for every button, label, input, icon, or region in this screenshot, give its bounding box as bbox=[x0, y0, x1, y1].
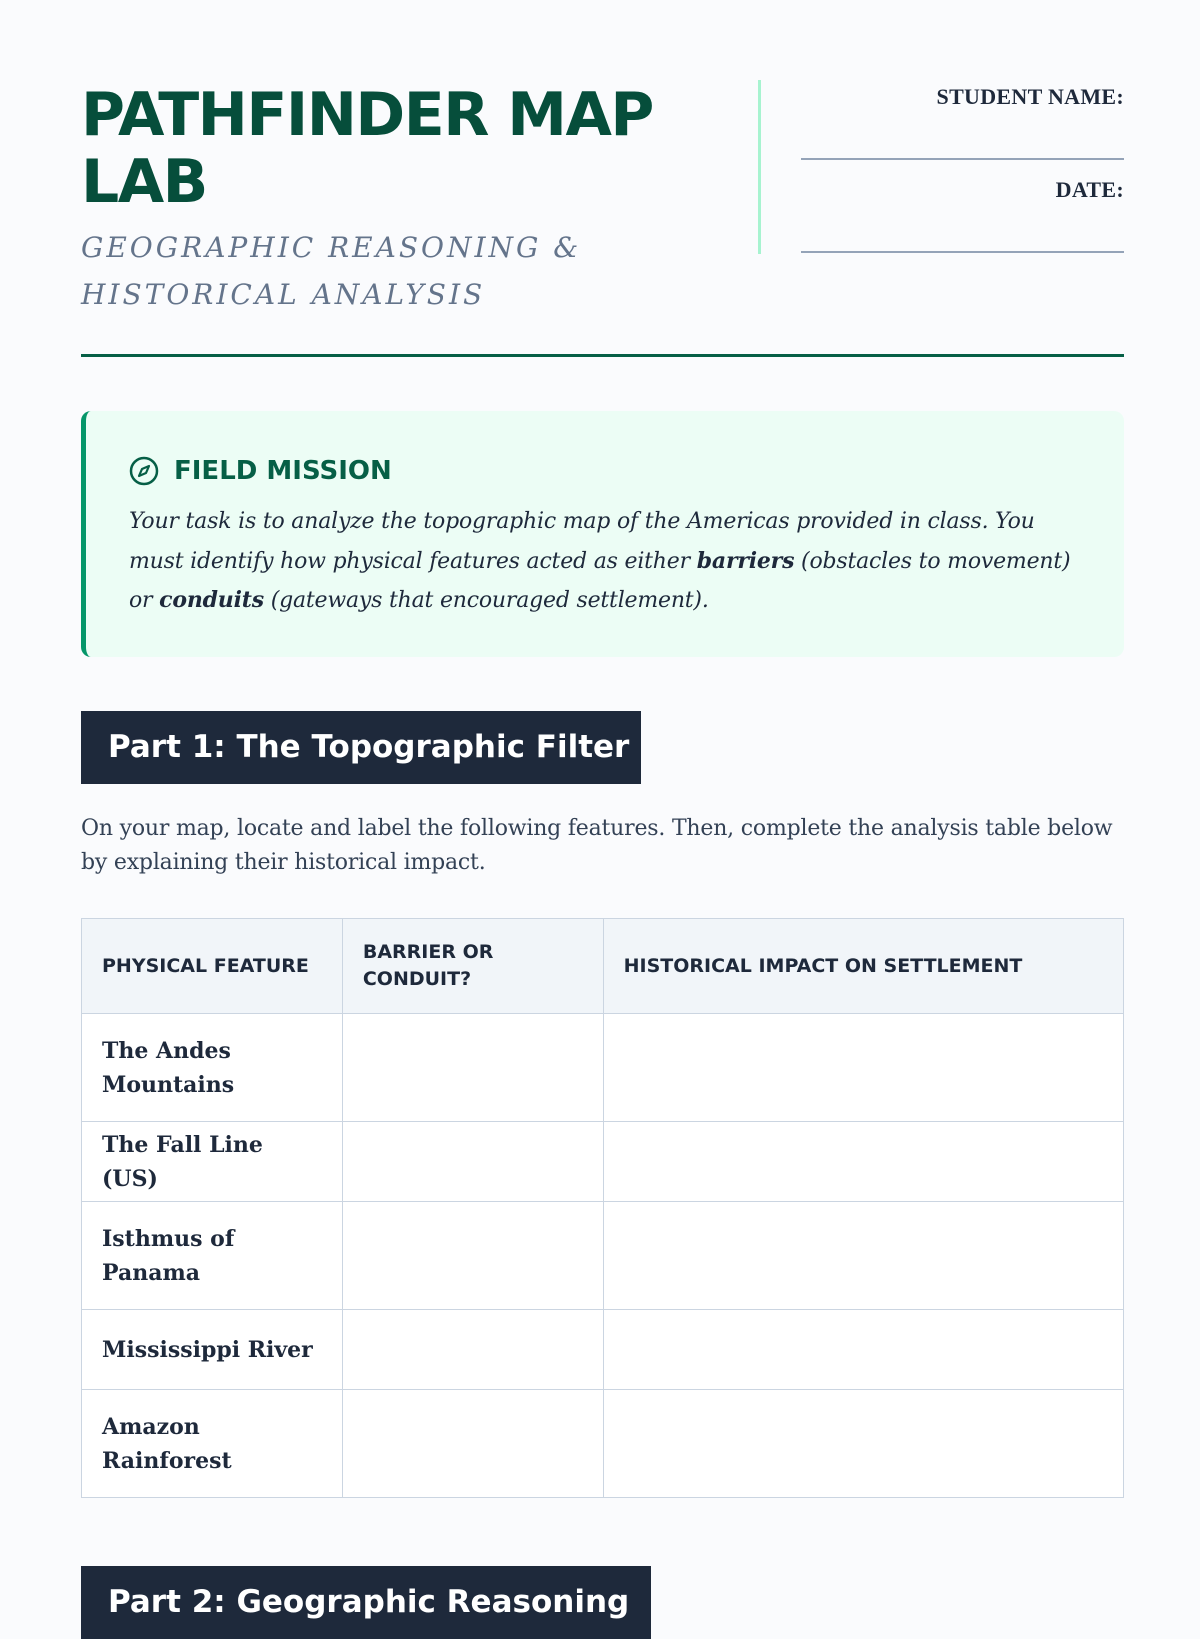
impact-cell[interactable] bbox=[603, 1390, 1123, 1498]
barrier-conduit-cell[interactable] bbox=[342, 1202, 603, 1310]
part2-heading: Part 2: Geographic Reasoning bbox=[81, 1566, 651, 1639]
analysis-table bbox=[81, 918, 1124, 1498]
column-header-feature: PHYSICAL FEATURE bbox=[82, 919, 343, 1014]
barriers-term: barriers bbox=[696, 547, 795, 574]
barrier-conduit-cell[interactable] bbox=[342, 1122, 603, 1202]
mission-description: Your task is to analyze the topographic map of the Americas provided in class. You must identify how physical features acted as either barriers (obstacles to movement) or conduits (gateways that encouraged settlement). bbox=[129, 509, 1071, 613]
student-name-field[interactable] bbox=[801, 158, 1124, 160]
feature-cell: The Andes Mountains bbox=[82, 1014, 343, 1122]
header-rule bbox=[81, 354, 1124, 357]
part1-instructions: On your map, locate and label the following features. Then, complete the analysis table below by explaining their historical impact. bbox=[81, 816, 1113, 875]
column-header-type: BARRIER OR CONDUIT? bbox=[342, 919, 603, 1014]
field-mission-box bbox=[81, 411, 1124, 657]
mission-title: FIELD MISSION bbox=[174, 456, 392, 486]
worksheet-page bbox=[81, 0, 1124, 1620]
feature-cell: The Fall Line (US) bbox=[82, 1122, 343, 1202]
feature-cell: Amazon Rainforest bbox=[82, 1390, 343, 1498]
column-header-impact: HISTORICAL IMPACT ON SETTLEMENT bbox=[603, 919, 1123, 1014]
table-row bbox=[82, 1390, 1124, 1498]
student-name-label: STUDENT NAME: bbox=[936, 84, 1124, 109]
table-row bbox=[82, 1202, 1124, 1310]
date-label: DATE: bbox=[1055, 177, 1124, 202]
impact-cell[interactable] bbox=[603, 1202, 1123, 1310]
table-row bbox=[82, 1014, 1124, 1122]
impact-cell[interactable] bbox=[603, 1014, 1123, 1122]
part1-heading: Part 1: The Topographic Filter bbox=[81, 711, 641, 784]
page-title: PATHFINDER MAP LAB bbox=[81, 80, 653, 217]
conduits-term: conduits bbox=[159, 587, 264, 613]
barrier-conduit-cell[interactable] bbox=[342, 1390, 603, 1498]
page-subtitle: GEOGRAPHIC REASONING & HISTORICAL ANALYSIS bbox=[81, 231, 582, 311]
feature-cell: Isthmus of Panama bbox=[82, 1202, 343, 1310]
table-header-row bbox=[82, 919, 1124, 1014]
barrier-conduit-cell[interactable] bbox=[342, 1014, 603, 1122]
worksheet-header bbox=[81, 0, 1124, 356]
table-row bbox=[82, 1310, 1124, 1390]
impact-cell[interactable] bbox=[603, 1122, 1123, 1202]
date-field[interactable] bbox=[801, 251, 1124, 253]
barrier-conduit-cell[interactable] bbox=[342, 1310, 603, 1390]
impact-cell[interactable] bbox=[603, 1310, 1123, 1390]
mission-header bbox=[129, 453, 1084, 489]
compass-icon bbox=[129, 456, 159, 486]
header-divider bbox=[758, 80, 761, 254]
table-row bbox=[82, 1122, 1124, 1202]
feature-cell: Mississippi River bbox=[82, 1310, 343, 1390]
